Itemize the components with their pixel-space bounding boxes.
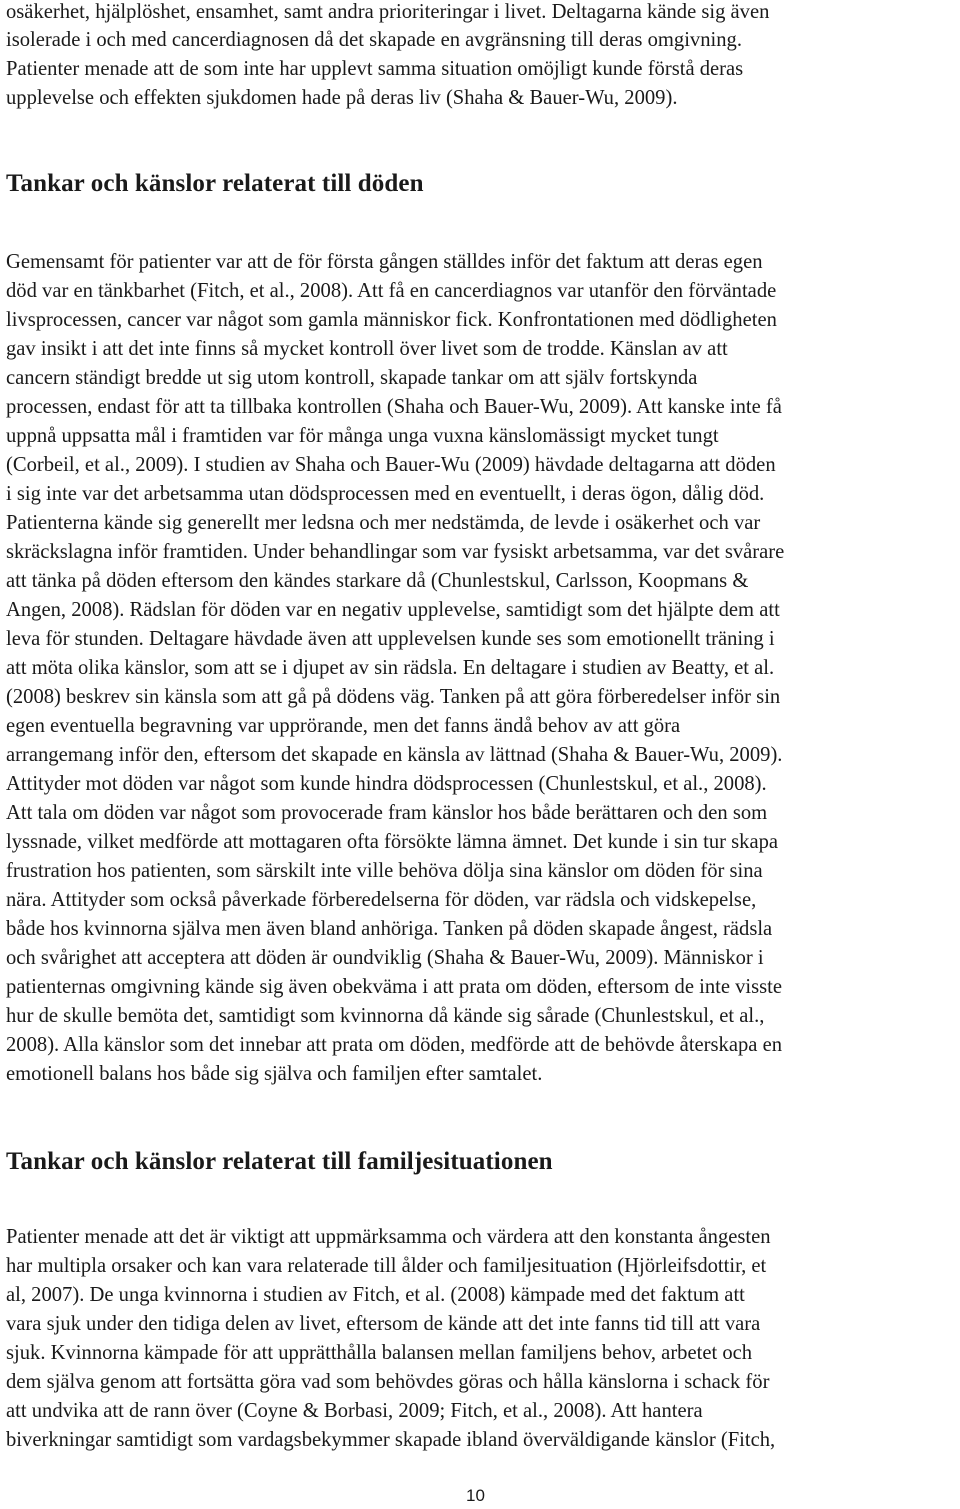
page-number: 10 xyxy=(466,1486,485,1505)
body-line: processen, endast för att ta tillbaka kontrollen (Shaha och Bauer-Wu, 2009). Att kanske inte få xyxy=(6,396,782,418)
body-line: arrangemang inför den, eftersom det skapade en känsla av lättnad (Shaha & Bauer-Wu, 2009). xyxy=(6,744,783,766)
body-line: uppnå uppsatta mål i framtiden var för många unga vuxna känslomässigt mycket tungt xyxy=(6,425,719,447)
body-line: patienternas omgivning kände sig även obekväma i att prata om döden, eftersom de inte visste xyxy=(6,976,783,998)
body-line: Attityder mot döden var något som kunde hindra dödsprocessen (Chunlestskul, et al., 2008). xyxy=(6,773,767,795)
body-line: Gemensamt för patienter var att de för första gången ställdes inför det faktum att deras egen xyxy=(6,251,763,273)
body-line: vara sjuk under den tidiga delen av livet, eftersom de kände att det inte fanns tid till att vara xyxy=(6,1313,761,1335)
section-heading-death: Tankar och känslor relaterat till döden xyxy=(6,170,424,197)
body-line: att tänka på döden eftersom den kändes starkare då (Chunlestskul, Carlsson, Koopmans & xyxy=(6,570,749,592)
intro-line: isolerade i och med cancerdiagnosen då det skapade en avgränsning till deras omgivning. xyxy=(6,29,742,51)
body-line: skräckslagna inför framtiden. Under behandlingar som var fysiskt arbetsamma, var det svårare xyxy=(6,541,785,563)
body-line: frustration hos patienten, som särskilt inte ville behöva dölja sina känslor om döden för sina xyxy=(6,860,763,882)
body-line: Patienter menade att det är viktigt att uppmärksamma och värdera att den konstanta ångesten xyxy=(6,1226,771,1248)
body-line: lyssnade, vilket medförde att mottagaren ofta försökte lämna ämnet. Det kunde i sin tur skapa xyxy=(6,831,779,853)
body-line: leva för stunden. Deltagare hävdade även att upplevelsen kunde ses som emotionellt träning i xyxy=(6,628,775,650)
body-line: livsprocessen, cancer var något som gamla människor fick. Konfrontationen med dödligheten xyxy=(6,309,777,331)
body-line: cancern ständigt bredde ut sig utom kontroll, skapade tankar om att själv fortskynda xyxy=(6,367,698,389)
intro-line: upplevelse och effekten sjukdomen hade på deras liv (Shaha & Bauer-Wu, 2009). xyxy=(6,87,678,109)
body-line: egen eventuella begravning var upprörande, men det fanns ändå behov av att göra xyxy=(6,715,681,737)
body-line: att möta olika känslor, som att se i djupet av sin rädsla. En deltagare i studien av Beatty, et al. xyxy=(6,657,775,679)
body-line: (Corbeil, et al., 2009). I studien av Shaha och Bauer-Wu (2009) hävdade deltagarna att döden xyxy=(6,454,776,476)
body-line: dem själva genom att fortsätta göra vad som behövdes göras och hålla känslorna i schack för xyxy=(6,1371,770,1393)
body-line: emotionell balans hos både sig själva och familjen efter samtalet. xyxy=(6,1063,543,1085)
body-line: 2008). Alla känslor som det innebar att prata om döden, medförde att de behövde återskapa en xyxy=(6,1034,783,1056)
body-line: sjuk. Kvinnorna kämpade för att upprätthålla balansen mellan familjens behov, arbetet och xyxy=(6,1342,753,1364)
body-line: har multipla orsaker och kan vara relaterade till ålder och familjesituation (Hjörleifsdottir, et xyxy=(6,1255,767,1277)
section-heading-family: Tankar och känslor relaterat till familjesituationen xyxy=(6,1148,553,1175)
body-line: al, 2007). De unga kvinnorna i studien av Fitch, et al. (2008) kämpade med det faktum att xyxy=(6,1284,745,1306)
intro-line: Patienter menade att de som inte har upplevt samma situation omöjligt kunde förstå deras xyxy=(6,58,744,80)
body-line: Angen, 2008). Rädslan för döden var en negativ upplevelse, samtidigt som det hjälpte dem att xyxy=(6,599,780,621)
body-line: i sig inte var det arbetsamma utan dödsprocessen med en eventuellt, i deras ögon, dålig död. xyxy=(6,483,765,505)
body-line: Att tala om döden var något som provocerade fram känslor hos både berättaren och den som xyxy=(6,802,768,824)
body-line: att undvika att de rann över (Coyne & Borbasi, 2009; Fitch, et al., 2008). Att hantera xyxy=(6,1400,703,1422)
body-line: hur de skulle bemöta det, samtidigt som kvinnorna då kände sig sårade (Chunlestskul, et al., xyxy=(6,1005,765,1027)
body-line: biverkningar samtidigt som vardagsbekymmer skapade ibland överväldigande känslor (Fitch, xyxy=(6,1429,776,1451)
body-line: död var en tänkbarhet (Fitch, et al., 2008). Att få en cancerdiagnos var utanför den förväntade xyxy=(6,280,777,302)
body-line: nära. Attityder som också påverkade förberedelserna för döden, var rädsla och vidskepelse, xyxy=(6,889,757,911)
body-line: och svårighet att acceptera att döden är oundviklig (Shaha & Bauer-Wu, 2009). Människor i xyxy=(6,947,764,969)
intro-line: osäkerhet, hjälplöshet, ensamhet, samt andra prioriteringar i livet. Deltagarna kände sig även xyxy=(6,1,770,23)
body-line: både hos kvinnorna själva men även bland anhöriga. Tanken på döden skapade ångest, rädsla xyxy=(6,918,773,940)
body-line: gav insikt i att det inte finns så mycket kontroll över livet som de trodde. Känslan av att xyxy=(6,338,728,360)
body-line: (2008) beskrev sin känsla som att gå på dödens väg. Tanken på att göra förberedelser inför sin xyxy=(6,686,781,708)
body-line: Patienterna kände sig generellt mer ledsna och mer nedstämda, de levde i osäkerhet och var xyxy=(6,512,761,534)
